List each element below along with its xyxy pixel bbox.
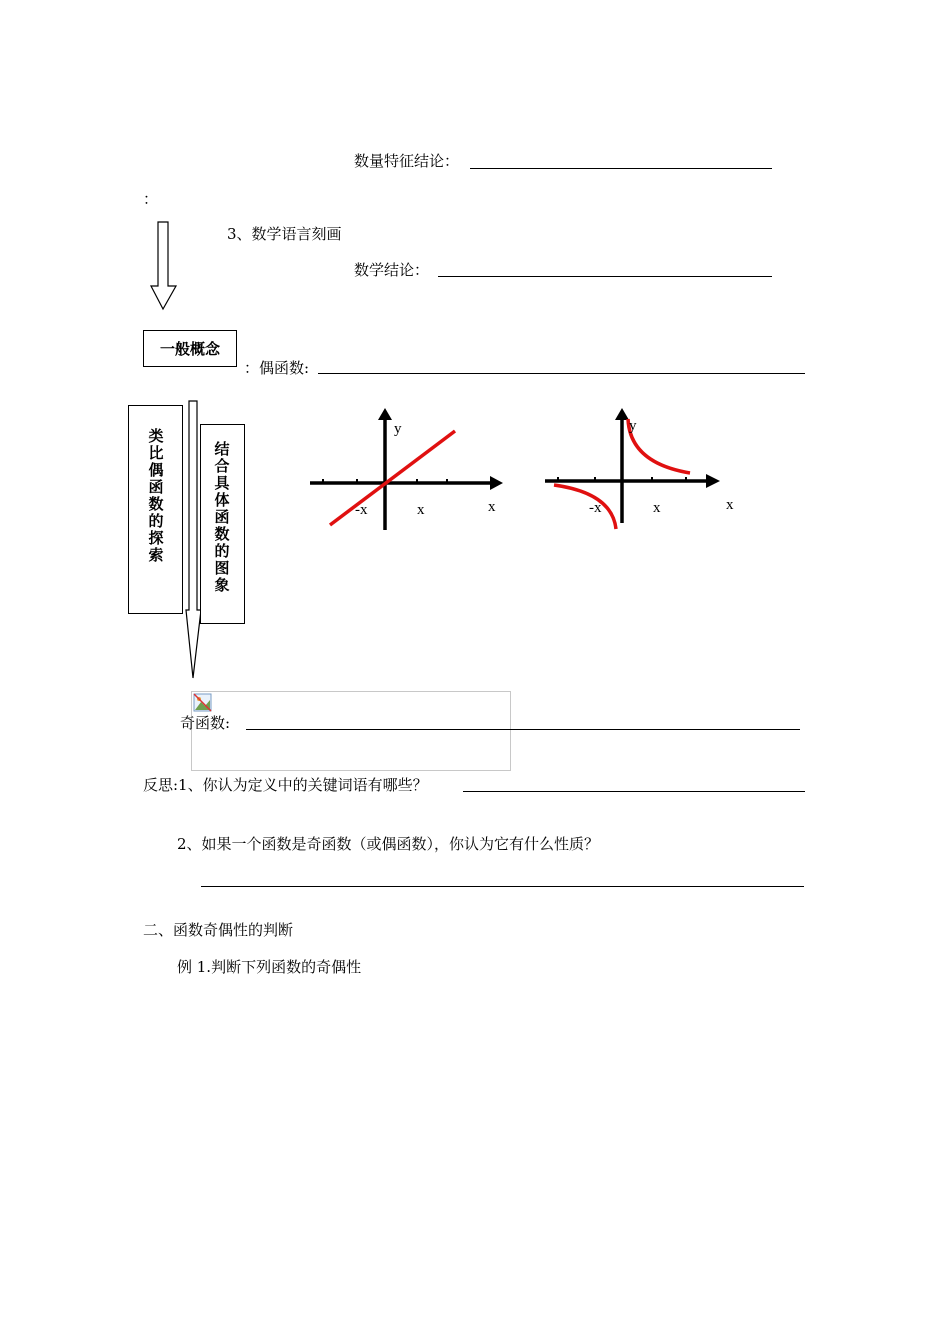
math-conclusion-label: 数学结论：: [354, 261, 430, 279]
analogy-box: [128, 405, 183, 614]
graph1-line: [330, 431, 455, 525]
reflection-q1-answer-line[interactable]: [463, 791, 805, 792]
graph2-curve-right: [628, 419, 690, 473]
concept-box: [143, 330, 237, 367]
even-function-label: ：偶函数:: [244, 359, 310, 377]
step3-heading: 3、数学语言刻画: [227, 225, 342, 243]
math-conclusion-answer-line[interactable]: [438, 276, 772, 277]
quantity-conclusion-answer-line[interactable]: [470, 168, 772, 169]
graph-linear: [305, 405, 510, 535]
section2-heading: 二、函数奇偶性的判断: [143, 921, 294, 939]
graph1-y-arrow: [378, 408, 392, 420]
even-function-answer-line[interactable]: [318, 373, 805, 374]
quantity-conclusion-label: 数量特征结论：: [354, 152, 460, 170]
reflection-q2-answer-line[interactable]: [201, 886, 804, 887]
image-placeholder: [191, 691, 511, 771]
graph-reference-box: [200, 424, 245, 624]
graph2-x-arrow: [706, 474, 720, 488]
broken-image-icon: [193, 693, 213, 713]
graph1-neg-x-label: -x: [355, 502, 368, 518]
stray-colon: ：: [143, 190, 159, 208]
graph1-x-label: x: [417, 502, 425, 518]
graph2-x-label: x: [653, 500, 661, 516]
analogy-box-label: 类比偶函数的探索: [148, 427, 164, 564]
graph-reference-box-label: 结合具体函数的图象: [214, 440, 230, 594]
concept-box-label: 一般概念: [159, 340, 220, 358]
graph-hyperbola: [540, 405, 745, 535]
graph2-neg-x-label: -x: [589, 500, 602, 516]
reflection-question-2: 2、如果一个函数是奇函数（或偶函数），你认为它有什么性质？: [177, 835, 600, 853]
down-arrow-icon: [150, 220, 178, 312]
graph1-x-arrow: [490, 476, 503, 490]
graph2-y-arrow: [615, 408, 629, 420]
graph2-curve-left: [554, 485, 616, 529]
example1-heading: 例 1.判断下列函数的奇偶性: [177, 958, 362, 976]
graph1-y-label: y: [394, 421, 402, 437]
odd-function-answer-line[interactable]: [246, 729, 800, 730]
graph2-y-label: y: [629, 418, 637, 434]
graph1-axis-label: x: [488, 499, 496, 515]
graph2-axis-label: x: [726, 497, 734, 513]
odd-function-label: 奇函数:: [180, 714, 231, 732]
reflection-question-1: 反思:1、你认为定义中的关键词语有哪些？: [143, 776, 428, 794]
